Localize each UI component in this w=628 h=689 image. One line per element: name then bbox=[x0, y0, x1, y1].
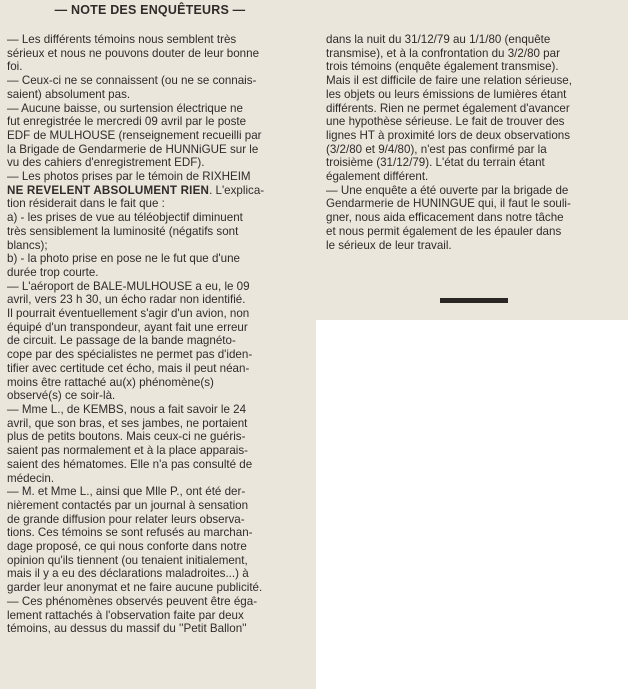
text-line: médecin. bbox=[7, 471, 55, 485]
text-line bbox=[7, 184, 307, 198]
text-line: les objets ou leurs émissions de lumières étant bbox=[326, 87, 567, 101]
text-line: — L'aéroport de BALE-MULHOUSE a eu, le 09 bbox=[7, 279, 250, 293]
paragraph-kembs bbox=[7, 403, 307, 485]
text-line: témoins, au dessus du massif du ''Petit Ballon'' bbox=[7, 622, 247, 636]
paragraph-temoins bbox=[7, 33, 307, 74]
text-line: mais il y a eu des déclarations maladroites...) à bbox=[7, 567, 249, 581]
text-line: sérieux et nous ne pouvons douter de leur bonne bbox=[7, 46, 260, 60]
text-line: trois témoins (enquête également transmise). bbox=[326, 60, 559, 74]
text-line: très sensiblement la luminosité (négatifs sont bbox=[7, 224, 239, 238]
left-column bbox=[7, 33, 307, 636]
text-line: et nous permit également de les épauler dans bbox=[326, 224, 562, 238]
text-line: gner, nous aida efficacement dans notre tâche bbox=[326, 211, 564, 225]
text-line: saient pas normalement et à la place apparais- bbox=[7, 444, 249, 458]
text-line: différents. Rien ne permet également d'avancer bbox=[326, 101, 570, 115]
text-line: vu des cahiers d'enregistrement EDF). bbox=[7, 156, 205, 170]
text-line: également différent. bbox=[326, 170, 429, 184]
text-line: transmise), et à la confrontation du 3/2/80 par bbox=[326, 46, 560, 60]
text-line: observé(s) ce soir-là. bbox=[7, 389, 116, 403]
text-line: lement rattachés à l'observation faite par deux bbox=[7, 608, 244, 622]
text-line: avril, que son bras, et ses jambes, ne portaient bbox=[7, 416, 248, 430]
text-line: tifier avec certitude cet écho, mais il peut néan- bbox=[7, 361, 250, 375]
text-line: — Une enquête a été ouverte par la brigade de bbox=[326, 183, 569, 197]
text-line: — Ceux-ci ne se connaissent (ou ne se connais- bbox=[7, 74, 257, 88]
paragraph-continuation bbox=[326, 33, 618, 184]
text-line: dage proposé, ce qui nous conforte dans notre bbox=[7, 540, 247, 554]
text-line: EDF de MULHOUSE (renseignement recueilli par bbox=[7, 128, 262, 142]
paragraph-aeroport bbox=[7, 280, 307, 403]
note-title: — NOTE DES ENQUÊTEURS — bbox=[54, 3, 246, 17]
text-line: Il pourrait éventuellement s'agir d'un avion, non bbox=[7, 307, 250, 321]
text-line: moins être rattaché au(x) phénomène(s) bbox=[7, 375, 214, 389]
text-line: de grande diffusion pour relater leurs observa- bbox=[7, 512, 245, 526]
photos-rest-text: . L'explica- bbox=[209, 183, 265, 197]
text-line: — Les photos prises par le témoin de RIXHEIM bbox=[7, 170, 251, 184]
text-line: — Ces phénomènes observés peuvent être éga- bbox=[7, 594, 258, 608]
text-line: durée trop courte. bbox=[7, 265, 99, 279]
text-line: a) - les prises de vue au téléobjectif diminuent bbox=[7, 211, 243, 225]
text-line: saient des hématomes. Elle n'a pas consulté de bbox=[7, 457, 253, 471]
text-line: avril, vers 23 h 30, un écho radar non identifié. bbox=[7, 293, 246, 307]
text-line: plus de petits boutons. Mais ceux-ci ne guéris- bbox=[7, 430, 246, 444]
text-line: (3/2/80 et 9/4/80), n'est pas confirmé par la bbox=[326, 142, 547, 156]
text-line: une hypothèse sérieuse. Le fait de trouver des bbox=[326, 115, 565, 129]
text-line: de circuit. Le passage de la bande magnéto- bbox=[7, 334, 236, 348]
text-line: le sérieux de leur travail. bbox=[326, 238, 452, 252]
text-line: — Les différents témoins nous semblent très bbox=[7, 33, 237, 46]
text-line: fut enregistrée le mercredi 09 avril par le poste bbox=[7, 115, 247, 129]
text-line: opinion qu'ils tiennent (ou tenaient initialement, bbox=[7, 553, 248, 567]
text-line: — M. et Mme L., ainsi que Mlle P., ont été der- bbox=[7, 485, 246, 499]
text-line: lignes HT à proximité lors de deux observations bbox=[326, 128, 571, 142]
text-line: dans la nuit du 31/12/79 au 1/1/80 (enquête bbox=[326, 33, 551, 46]
paragraph-huningue bbox=[326, 184, 618, 253]
text-line: troisième (31/12/79). L'état du terrain étant bbox=[326, 156, 545, 170]
paragraph-photos bbox=[7, 170, 307, 211]
right-column bbox=[326, 33, 618, 252]
paragraph-connaissent bbox=[7, 74, 307, 101]
text-line: la Brigade de Gendarmerie de HUNNiGUE sur le bbox=[7, 142, 259, 156]
text-line: cope par des spécialistes ne permet pas d'iden- bbox=[7, 348, 253, 362]
text-line: — Aucune baisse, ou surtension électrique ne bbox=[7, 101, 243, 115]
paragraph-petit-ballon bbox=[7, 595, 307, 636]
paragraph-point-a bbox=[7, 211, 307, 252]
text-line: saient) absolument pas. bbox=[7, 87, 131, 101]
text-line: foi. bbox=[7, 60, 23, 74]
text-line: — Mme L., de KEMBS, nous a fait savoir le 24 bbox=[7, 402, 247, 416]
paragraph-point-b bbox=[7, 252, 307, 279]
text-line: équipé d'un transpondeur, ayant fait une erreur bbox=[7, 320, 248, 334]
paragraph-journal bbox=[7, 485, 307, 595]
text-line: garder leur anonymat et ne faire aucune publicité. bbox=[7, 581, 263, 595]
text-line: nièrement contactés par un journal à sensation bbox=[7, 498, 249, 512]
text-line: Mais il est difficile de faire une relation sérieuse, bbox=[326, 74, 572, 88]
photos-bold-text: NE REVELENT ABSOLUMENT RIEN bbox=[7, 183, 210, 197]
paragraph-edf bbox=[7, 102, 307, 171]
text-line: tion résiderait dans le fait que : bbox=[7, 197, 165, 211]
text-line: Gendarmerie de HUNINGUE qui, il faut le souli- bbox=[326, 197, 571, 211]
text-line: blancs); bbox=[7, 238, 48, 252]
text-line: tions. Ces témoins se sont refusés au marchan- bbox=[7, 526, 253, 540]
end-rule bbox=[440, 298, 508, 303]
text-line: b) - la photo prise en pose ne le fut que d'une bbox=[7, 252, 240, 266]
